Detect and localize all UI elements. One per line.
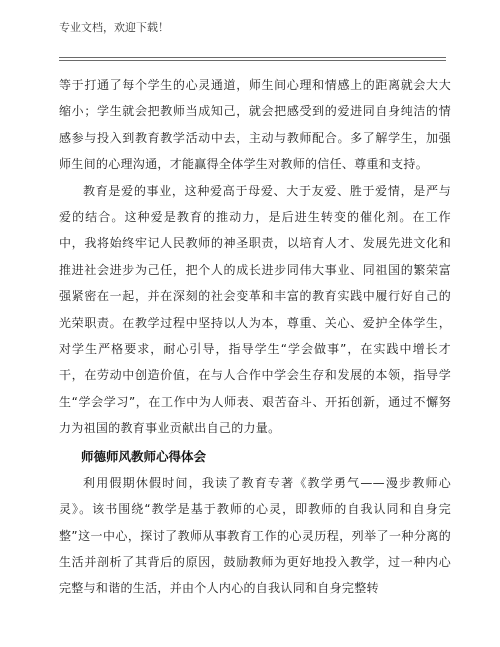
header-divider-bottom [59, 60, 446, 61]
header-divider-top [59, 57, 446, 58]
section-title: 师德师风教师心得体会 [81, 448, 207, 464]
document-body [59, 72, 451, 602]
section-paragraph: 利用假期休假时间，我读了教育专著《教学勇气——漫步教师心灵》。该书围绕“教学是基于教师的心灵，即教师的自我认同和自身完整”这一中心，探讨了教师从事教育工作的心灵历程，列举了一种分离的生活并剖析了其背后的原因，鼓励教师为更好地投入教学，过一种内心完整与和谐的生活，并由个人内心的自我认同和自身完整转 [59, 475, 451, 596]
document-header: 专业文档，欢迎下载！ [59, 21, 169, 34]
body-paragraph-2: 教育是爱的事业，这种爱高于母爱、大于友爱、胜于爱情，是严与爱的结合。这种爱是教育的推动力，是后进生转变的催化剂。在工作中，我将始终牢记人民教师的神圣职责，以培育人才、发展先进文化和推进社会进步为己任，把个人的成长进步同伟大事业、同祖国的繁荣富强紧密在一起，并在深刻的社会变革和丰富的教育实践中履行好自己的光荣职责。在教学过程中坚持以人为本，尊重、关心、爱护全体学生，对学生严格要求，耐心引导，指导学生“学会做事”，在实践中增长才干，在劳动中创造价值，在与人合作中学会生存和发展的本领，指导学生“学会学习”，在工作中为人师表、艰苦奋斗、开拓创新，通过不懈努力为祖国的教育事业贡献出自己的力量。 [59, 183, 451, 436]
body-paragraph-1: 等于打通了每个学生的心灵通道，师生间心理和情感上的距离就会大大缩小；学生就会把教师当成知己，就会把感受到的爱进同自身纯洁的情感参与投入到教育教学活动中去，主动与教师配合。多了解学生，加强师生间的心理沟通，才能赢得全体学生对教师的信任、尊重和支持。 [59, 78, 451, 172]
